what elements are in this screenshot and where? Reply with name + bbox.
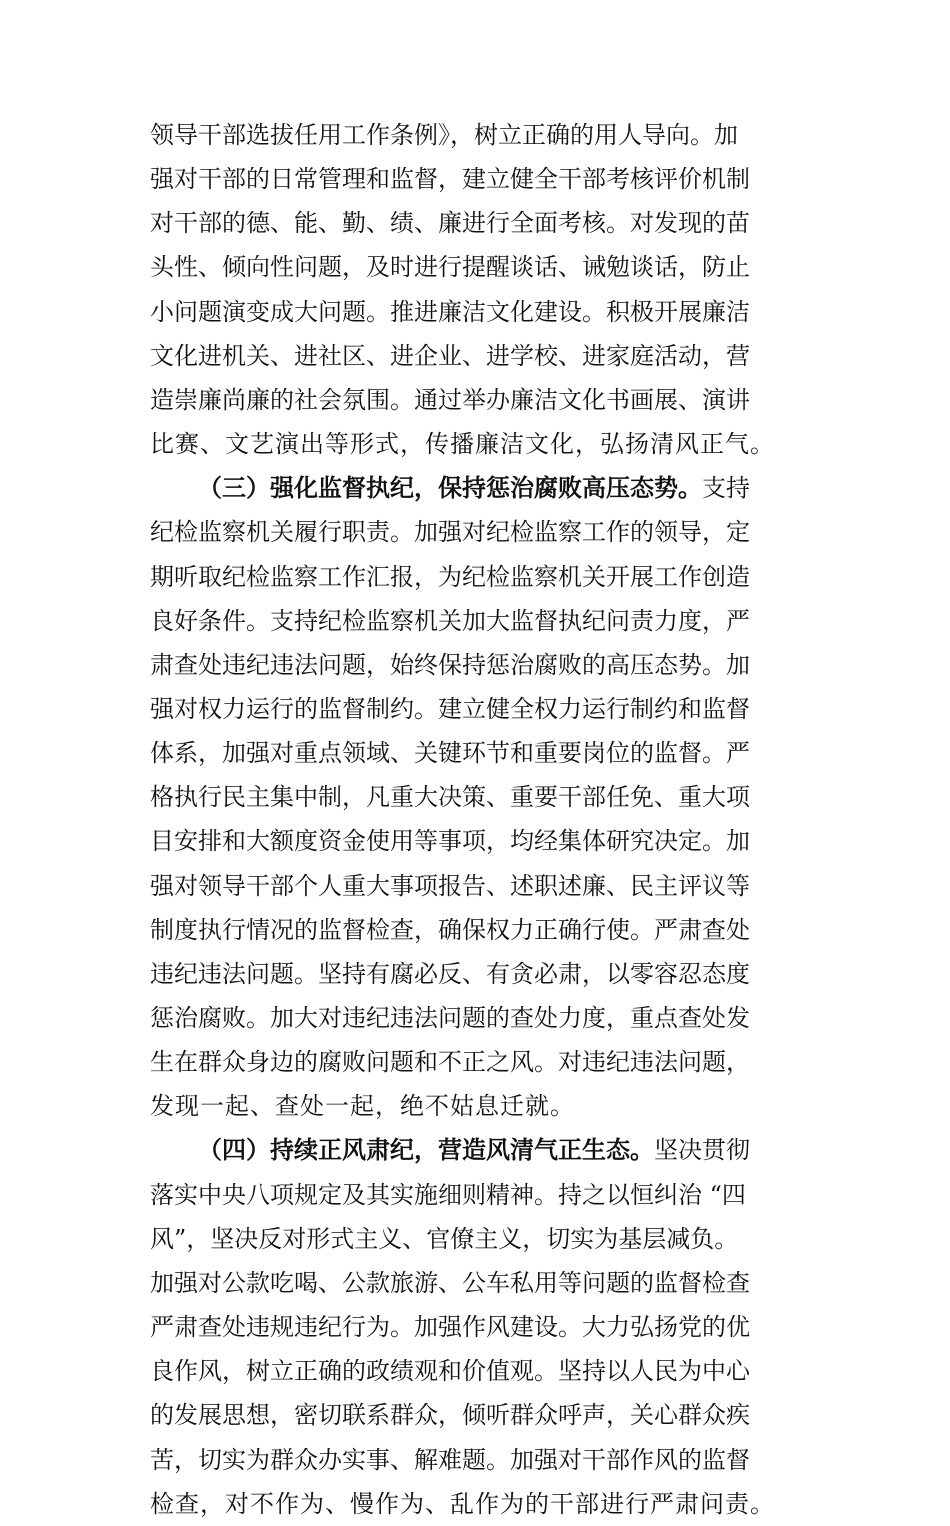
paragraph-text: 落实中央八项规定及其实施细则精神。持之以恒纠治 “四 xyxy=(150,1180,746,1209)
paragraph-text: 造崇廉尚廉的社会氛围。通过举办廉洁文化书画展、演讲 xyxy=(150,385,750,414)
body-text-line xyxy=(150,1040,810,1084)
body-text-line xyxy=(150,157,810,201)
paragraph-text: 对干部的德、能、勤、绩、廉进行全面考核。对发现的苗 xyxy=(150,209,750,238)
paragraph-text: 肃查处违纪违法问题，始终保持惩治腐败的高压态势。加 xyxy=(150,650,750,679)
paragraph-text: 苦，切实为群众办实事、解难题。加强对干部作风的监督 xyxy=(150,1445,750,1474)
paragraph-text: 加强对公款吃喝、公款旅游、公车私用等问题的监督检查 xyxy=(150,1268,750,1297)
body-text-line xyxy=(150,113,810,157)
paragraph-text: 良好条件。支持纪检监察机关加大监督执纪问责力度，严 xyxy=(150,606,750,635)
body-text-line xyxy=(150,731,810,775)
body-text-line xyxy=(150,422,810,466)
body-text-line xyxy=(150,1482,810,1526)
body-text-line xyxy=(150,952,810,996)
body-text-line xyxy=(150,290,810,334)
paragraph-text: 格执行民主集中制，凡重大决策、重要干部任免、重大项 xyxy=(150,783,750,812)
paragraph-text: 生在群众身边的腐败问题和不正之风。对违纪违法问题， xyxy=(150,1048,750,1077)
paragraph-text: 强对权力运行的监督制约。建立健全权力运行制约和监督 xyxy=(150,694,750,723)
paragraph-text: 支持 xyxy=(702,474,750,503)
paragraph-text: 头性、倾向性问题，及时进行提醒谈话、诫勉谈话，防止 xyxy=(150,253,750,282)
body-text-line xyxy=(150,819,810,863)
paragraph-text: 体系，加强对重点领域、关键环节和重要岗位的监督。严 xyxy=(150,739,750,768)
paragraph-text: 惩治腐败。加大对违纪违法问题的查处力度，重点查处发 xyxy=(150,1004,750,1032)
paragraph-text: 风”，坚决反对形式主义、官僚主义，切实为基层减负。 xyxy=(150,1224,739,1253)
paragraph-text: 严肃查处违规违纪行为。加强作风建设。大力弘扬党的优 xyxy=(150,1313,750,1342)
body-text-line xyxy=(150,1305,810,1349)
paragraph-text: 比赛、文艺演出等形式，传播廉洁文化，弘扬清风正气。 xyxy=(150,430,775,459)
paragraph-text: 文化进机关、进社区、进企业、进学校、进家庭活动，营 xyxy=(150,341,750,370)
section-heading: （三）强化监督执纪，保持惩治腐败高压态势。 xyxy=(198,473,702,503)
body-text-line xyxy=(150,334,810,378)
body-text-line xyxy=(150,378,810,422)
body-text-line xyxy=(150,1393,810,1437)
body-text-line xyxy=(150,996,810,1040)
body-text-line xyxy=(150,687,810,731)
body-text-line xyxy=(150,1261,810,1305)
paragraph-text: 制度执行情况的监督检查，确保权力正确行使。严肃查处 xyxy=(150,915,750,944)
body-text-line xyxy=(150,599,810,643)
body-text-line xyxy=(150,1217,810,1261)
body-text-line xyxy=(150,908,810,952)
section-heading: （四）持续正风肃纪，营造风清气正生态。 xyxy=(198,1135,654,1165)
paragraph-text: 坚决贯彻 xyxy=(654,1136,750,1165)
body-text-line xyxy=(150,1349,810,1393)
paragraph-text: 发现一起、查处一起，绝不姑息迁就。 xyxy=(150,1092,575,1121)
paragraph-text: 领导干部选拔任用工作条例》，树立正确的用人导向。加 xyxy=(150,121,738,149)
body-text-line xyxy=(150,864,810,908)
paragraph-text: 检查，对不作为、慢作为、乱作为的干部进行严肃问责。 xyxy=(150,1489,775,1518)
section-heading-line xyxy=(198,1128,810,1172)
section-heading-line xyxy=(198,466,810,510)
body-text-line xyxy=(150,555,810,599)
paragraph-text: 良作风，树立正确的政绩观和价值观。坚持以人民为中心 xyxy=(150,1357,750,1386)
body-text-line xyxy=(150,643,810,687)
paragraph-text: 强对干部的日常管理和监督，建立健全干部考核评价机制 xyxy=(150,165,750,194)
paragraph-text: 期听取纪检监察工作汇报，为纪检监察机关开展工作创造 xyxy=(150,562,750,591)
body-text-line xyxy=(150,245,810,289)
body-text-line xyxy=(150,1438,810,1482)
body-text-line xyxy=(150,775,810,819)
body-text-line xyxy=(150,510,810,554)
paragraph-text: 目安排和大额度资金使用等事项，均经集体研究决定。加 xyxy=(150,827,750,856)
paragraph-text: 的发展思想，密切联系群众，倾听群众呼声，关心群众疾 xyxy=(150,1401,750,1430)
body-text-line xyxy=(150,201,810,245)
paragraph-text: 强对领导干部个人重大事项报告、述职述廉、民主评议等 xyxy=(150,871,750,900)
paragraph-text: 纪检监察机关履行职责。加强对纪检监察工作的领导，定 xyxy=(150,518,750,547)
paragraph-text: 违纪违法问题。坚持有腐必反、有贪必肃，以零容忍态度 xyxy=(150,959,750,988)
body-text-line xyxy=(150,1084,810,1128)
paragraph-text: 小问题演变成大问题。推进廉洁文化建设。积极开展廉洁 xyxy=(150,297,750,326)
body-text-line xyxy=(150,1173,810,1217)
